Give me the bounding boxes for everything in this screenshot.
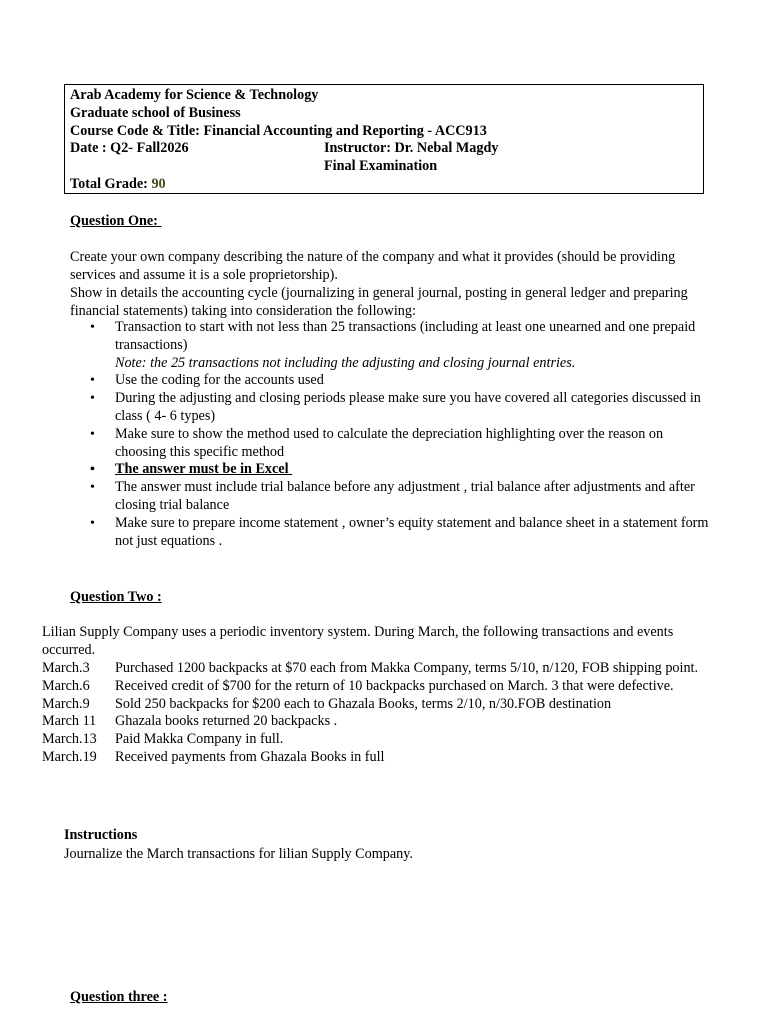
transaction-date: March.9 bbox=[42, 695, 90, 712]
question-one-intro-1: Create your own company describing the nature of the company and what it provides (should be providing services and assume it is a sole proprietorship). bbox=[70, 249, 676, 283]
bullet-glyph: • bbox=[90, 373, 95, 389]
exam-type: Final Examination bbox=[324, 158, 438, 175]
requirement-text: Transaction to start with not less than 25 transactions (including at least one unearned and one prepaid transactions) bbox=[115, 319, 696, 353]
requirement-note: Note: the 25 transactions not including the adjusting and closing journal entries. bbox=[115, 354, 576, 371]
institution-name: Arab Academy for Science & Technology bbox=[70, 87, 319, 103]
transaction-row bbox=[42, 713, 712, 731]
transaction-row bbox=[42, 660, 712, 678]
transaction-text: Received credit of $700 for the return of 10 backpacks purchased on March. 3 that were defective. bbox=[115, 677, 674, 694]
total-grade bbox=[70, 176, 698, 194]
list-item bbox=[70, 479, 710, 515]
bullet-glyph: • bbox=[90, 480, 95, 496]
question-one-requirements bbox=[70, 319, 710, 550]
transactions-list bbox=[42, 660, 712, 767]
transaction-date: March.19 bbox=[42, 748, 97, 765]
instructions-heading: Instructions bbox=[64, 827, 138, 843]
requirement-text: Make sure to prepare income statement , owner’s equity statement and balance sheet in a statement form not just equations . bbox=[115, 514, 709, 549]
exam-date: Date : Q2- Fall2026 bbox=[70, 140, 189, 157]
bullet-glyph: • bbox=[90, 462, 95, 478]
bullet-glyph: • bbox=[90, 426, 95, 442]
exam-header bbox=[64, 84, 704, 194]
list-item bbox=[70, 461, 710, 479]
total-grade-value: 90 bbox=[151, 175, 166, 192]
question-two-title: Question Two : bbox=[70, 589, 162, 605]
bullet-glyph: • bbox=[90, 320, 95, 335]
list-item bbox=[70, 372, 710, 390]
requirement-text: The answer must include trial balance before any adjustment , trial balance after adjustments and after closing trial balance bbox=[115, 479, 695, 513]
bullet-glyph: • bbox=[90, 515, 95, 531]
transaction-text: Received payments from Ghazala Books in full bbox=[115, 748, 385, 765]
transaction-row bbox=[42, 678, 712, 696]
list-item bbox=[70, 515, 710, 551]
question-one-intro-2: Show in details the accounting cycle (journalizing in general journal, posting in general ledger and preparing financial statements) taking into consideration the following: bbox=[70, 285, 688, 319]
transaction-text: Purchased 1200 backpacks at $70 each from Makka Company, terms 5/10, n/120, FOB shipping point. bbox=[115, 660, 699, 676]
total-grade-label: Total Grade: bbox=[70, 175, 152, 192]
transaction-text: Ghazala books returned 20 backpacks . bbox=[115, 713, 338, 730]
transaction-date: March 11 bbox=[42, 713, 97, 730]
question-three-title: Question three : bbox=[70, 989, 168, 1005]
question-two-intro: Lilian Supply Company uses a periodic inventory system. During March, the following transactions and events occurred. bbox=[42, 624, 674, 658]
transaction-row bbox=[42, 696, 712, 714]
course-title: Course Code & Title: Financial Accounting and Reporting - ACC913 bbox=[70, 122, 487, 139]
bullet-glyph: • bbox=[90, 391, 95, 407]
requirement-text: The answer must be in Excel bbox=[115, 461, 293, 478]
requirement-text: During the adjusting and closing periods please make sure you have covered all categories discussed in class ( 4- 6 types) bbox=[115, 390, 701, 424]
list-item bbox=[70, 426, 710, 462]
list-item bbox=[70, 319, 710, 372]
transaction-row bbox=[42, 731, 712, 749]
instructions-text: Journalize the March transactions for lilian Supply Company. bbox=[64, 846, 413, 862]
transaction-date: March.3 bbox=[42, 660, 90, 676]
transaction-date: March.13 bbox=[42, 731, 97, 748]
question-one-title: Question One: bbox=[70, 213, 162, 229]
transaction-text: Paid Makka Company in full. bbox=[115, 731, 284, 748]
transaction-date: March.6 bbox=[42, 677, 90, 694]
list-item bbox=[70, 390, 710, 426]
date-instructor-row bbox=[70, 140, 698, 158]
transaction-row bbox=[42, 749, 712, 767]
school-name: Graduate school of Business bbox=[70, 104, 241, 121]
requirement-text: Make sure to show the method used to calculate the depreciation highlighting over the reason on choosing this specific method bbox=[115, 425, 664, 460]
instructor-name: Instructor: Dr. Nebal Magdy bbox=[324, 140, 499, 157]
transaction-text: Sold 250 backpacks for $200 each to Ghazala Books, terms 2/10, n/30.FOB destination bbox=[115, 695, 612, 712]
requirement-text: Use the coding for the accounts used bbox=[115, 372, 324, 389]
exam-type-row bbox=[70, 158, 698, 176]
